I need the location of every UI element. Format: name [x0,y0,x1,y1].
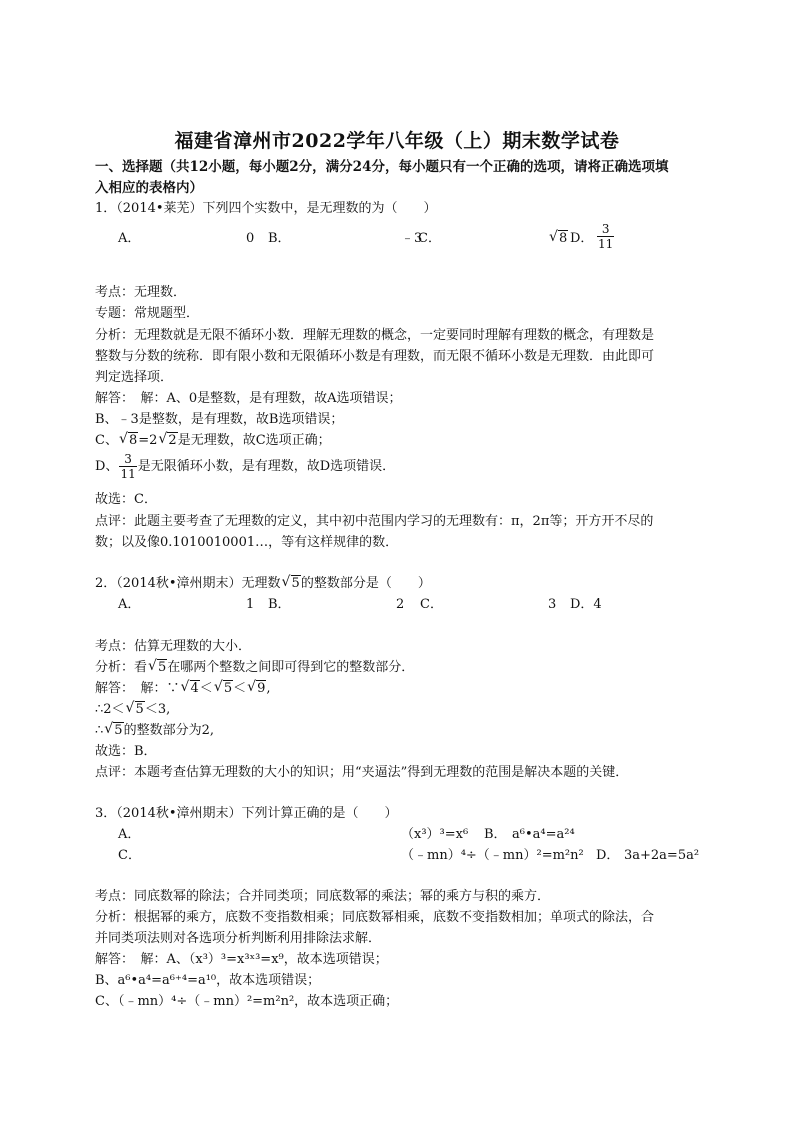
q3-answer-a: 解答： 解：A、（x³）³=x³ˣ³=x⁹，故本选项错误； [95,952,388,967]
q3-stem: 3．（2014秋•漳州期末）下列计算正确的是（ ） [95,806,398,821]
q3-point: 考点：同底数幂的除法；合并同类项；同底数幂的乘法；幂的乘方与积的乘方． [95,889,551,904]
q1-option-d-value: $\frac{3}{11}$ [598,222,614,251]
q2-option-b-value: 2 [396,597,405,612]
q1-analysis-line2: 整数与分数的统称．即有限小数和无限循环小数是有理数，而无限不循环小数是无理数．由此即可 [95,349,655,364]
q1-option-c-label: C． [418,231,441,246]
q2-option-d: D．4 [570,597,602,612]
q3-option-b-label: B． [484,827,507,842]
q1-comment-line1: 点评：此题主要考查了无理数的定义，其中初中范围内学习的无理数有：π，2π等；开方开不尽的 [95,514,654,529]
q2-answer-line2: ∴2＜ √ 5＜3, [95,700,171,717]
q1-option-d-label: D． [570,231,594,246]
q3-option-d-expr: 3a+2a=5a² [624,848,700,863]
q3-option-c-expr: （﹣mn）⁴÷（﹣mn）²=m²n² [401,848,584,863]
q1-option-a-label: A． [118,231,141,246]
q1-analysis-line1: 分析：无理数就是无限不循环小数．理解无理数的概念，一定要同时理解有理数的概念，有理数是 [95,328,655,343]
q1-comment-line2: 数；以及像0.1010010001…，等有这样规律的数． [95,535,399,550]
q1-topic: 专题：常规题型． [95,306,200,321]
q3-analysis-line1: 分析：根据幂的乘方，底数不变指数相乘；同底数幂相乘，底数不变指数相加；单项式的除法，合 [95,910,655,925]
q3-option-c-label: C． [118,848,141,863]
q3-answer-c: C、（﹣mn）⁴÷（﹣mn）²=m²n²，故本选项正确； [95,994,399,1009]
page-title: 福建省漳州市2022学年八年级（上）期末数学试卷 [174,130,620,152]
q2-answer-line3: ∴ √ 5的整数部分为2, [95,721,214,738]
q2-answer-line1: 解答： 解：∵ √ 4＜ √ 5＜ √ 9, [95,679,271,696]
q1-option-c-value [548,230,568,248]
q1-stem: 1．（2014•莱芜）下列四个实数中，是无理数的为（ ） [95,201,437,216]
q3-option-b-expr: a⁶•a⁴=a²⁴ [512,827,575,842]
q2-stem: 2．（2014秋•漳州期末）无理数 √ 5的整数部分是（ ） [95,574,431,591]
q3-option-a-expr: （x³）³=x⁶ [401,827,469,842]
q1-option-b-value: ﹣3 [401,231,423,246]
q3-option-d-label: D． [596,848,620,863]
section-heading-line2: 入相应的表格内） [95,180,203,196]
q1-option-a-value: 0 [246,231,255,246]
q1-answer-d: D、 $\frac{3}{11}$ 是无限循环小数，是有理数，故D选项错误． [95,452,396,481]
q3-option-a-label: A． [118,827,141,842]
q1-choice: 故选：C． [95,492,157,507]
q1-answer-a: 解答： 解：A、0是整数，是有理数，故A选项错误； [95,391,402,406]
q1-answer-b: B、﹣3是整数，是有理数，故B选项错误； [95,412,344,427]
q2-option-c-label: C． [420,597,443,612]
q2-analysis: 分析：看 √ 5在哪两个整数之间即可得到它的整数部分． [95,658,415,675]
q1-option-b-label: B． [268,231,291,246]
q1-analysis-line3: 判定选择项． [95,370,174,385]
q2-point: 考点：估算无理数的大小． [95,639,252,654]
q1-answer-c: C、 √ 8=2 √ 2是无理数，故C选项正确； [95,431,331,448]
q2-option-b-label: B． [268,597,291,612]
q2-option-c-value: 3 [548,597,557,612]
q2-choice: 故选：B． [95,744,157,759]
q3-answer-b: B、a⁶•a⁴=a⁶⁺⁴=a¹⁰，故本选项错误； [95,973,321,988]
q2-option-a-label: A． [118,597,141,612]
q1-point: 考点：无理数． [95,285,187,300]
sqrt-symbol: √ 8 [549,229,568,246]
q3-analysis-line2: 并同类项法则对各选项分析判断利用排除法求解． [95,931,382,946]
q2-option-a-value: 1 [246,597,255,612]
section-heading-line1: 一、选择题（共12小题，每小题2分，满分24分，每小题只有一个正确的选项，请将正确选项填 [95,159,669,175]
q2-comment: 点评：本题考查估算无理数的大小的知识；用“夹逼法”得到无理数的范围是解决本题的关键． [95,765,629,780]
